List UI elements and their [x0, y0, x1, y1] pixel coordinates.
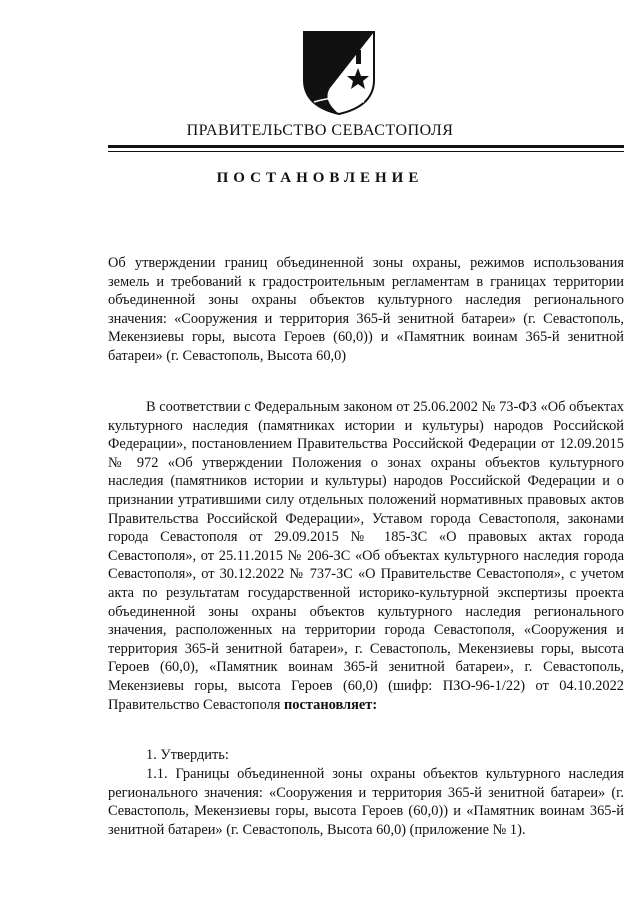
preamble-paragraph: [108, 398, 624, 714]
item-1-1: 1.1. Границы объединенной зоны охраны объектов культурного наследия регионального значения: «Сооружения и территория 365-й зенитной батареи» (г. Севастополь, Мекензиевы горы, высота Героев (60,0)) и «Памятник воинам 365-й зенитной батареи» (г. Севастополь, Высота 60,0) (приложение № 1).: [108, 766, 624, 838]
decree-word: постановляет:: [284, 696, 378, 713]
header-rule-thick: [108, 145, 624, 148]
item-1: 1. Утвердить:: [146, 747, 229, 763]
header-rule-thin: [108, 151, 624, 152]
preamble-text: В соответствии с Федеральным законом от 25.06.2002 № 73-ФЗ «Об объектах культурного наследия (памятниках истории и культуры) народов Российской Федерации», постановлением Правительства Российской Федерации от 12.09.2015 № 972 «Об утверждении Положения о зонах охраны объектов культурного наследия (памятников истории и культуры) народов Российской Федерации и о признании утратившими силу отдельных положений нормативных правовых актов Правительства Российской Федерации», Уставом города Севастополя, законами города Севастополя от 29.09.2015 № 185-ЗС «О правовых актах города Севастополя», от 25.11.2015 № 206-ЗС «Об объектах культурного наследия города Севастополя», от 30.12.2022 № 737-ЗС «О Правительстве Севастополя», с учетом акта по результатам государственной историко-культурной экспертизы проекта объединенной зоны охраны объектов культурного наследия регионального значения, расположенных на территории города Севастополя, «Сооружения и территория 365-й зенитной батареи», г. Севастополь, Мекензиевы горы, высота Героев (60,0), «Памятник воинам 365-й зенитной батареи», г. Севастополь, Мекензиевы горы, высота Героев (60,0) (шифр: ПЗО-96-1/22) от 04.10.2022 Правительство Севастополя: [108, 399, 624, 713]
document-subject: Об утверждении границ объединенной зоны охраны, режимов использования земель и требований к градостроительным регламентам в границах территории объединенной зоны охраны объектов культурного наследия регионального значения: «Сооружения и территория 365-й зенитной батареи» (г. Севастополь, Мекензиевы горы, высота Героев (60,0)) и «Памятник воинам 365-й зенитной батареи» (г. Севастополь, Высота 60,0): [108, 255, 624, 364]
issuing-authority: ПРАВИТЕЛЬСТВО СЕВАСТОПОЛЯ: [186, 122, 454, 139]
document-type: ПОСТАНОВЛЕНИЕ: [216, 170, 424, 186]
sevastopol-coat-of-arms-icon: [300, 28, 378, 116]
